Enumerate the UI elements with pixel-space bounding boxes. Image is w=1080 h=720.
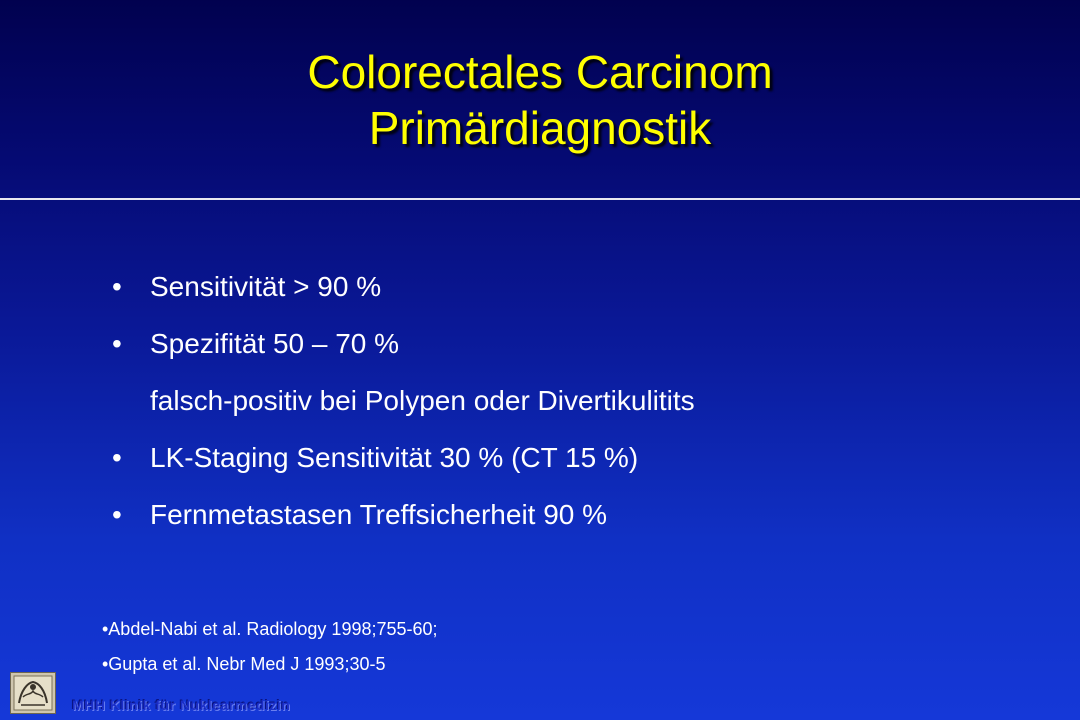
bullet-list: [112, 258, 695, 543]
reference-item: •Abdel-Nabi et al. Radiology 1998;755-60;: [102, 619, 438, 639]
bullet-marker: •: [112, 442, 122, 473]
slide-title-line-2: Primärdiagnostik: [368, 102, 712, 154]
bullet-marker: •: [112, 499, 122, 530]
bullet-text: Spezifität 50 – 70 %: [150, 328, 400, 359]
bullet-item: [112, 486, 695, 543]
slide-title: [0, 44, 1080, 156]
bullet-text: falsch-positiv bei Polypen oder Divertikulitits: [150, 385, 695, 416]
slide-title-line-1: Colorectales Carcinom: [307, 46, 773, 98]
bullet-text: LK-Staging Sensitivität 30 % (CT 15 %): [150, 442, 639, 473]
footer-institution: MHH Klinik für Nuklearmedizin: [72, 697, 291, 713]
bullet-marker: •: [112, 328, 122, 359]
bullet-marker: •: [112, 271, 122, 302]
bullet-item: [112, 429, 695, 486]
bullet-text: Sensitivität > 90 %: [150, 271, 382, 302]
bullet-text: Fernmetastasen Treffsicherheit 90 %: [150, 499, 608, 530]
bullet-item: [112, 258, 695, 315]
bullet-item: [112, 315, 695, 372]
institution-logo-icon: [10, 672, 56, 714]
reference-list: [102, 612, 438, 682]
bullet-continuation: [112, 372, 695, 429]
title-divider: [0, 198, 1080, 200]
reference-item: •Gupta et al. Nebr Med J 1993;30-5: [102, 654, 386, 674]
